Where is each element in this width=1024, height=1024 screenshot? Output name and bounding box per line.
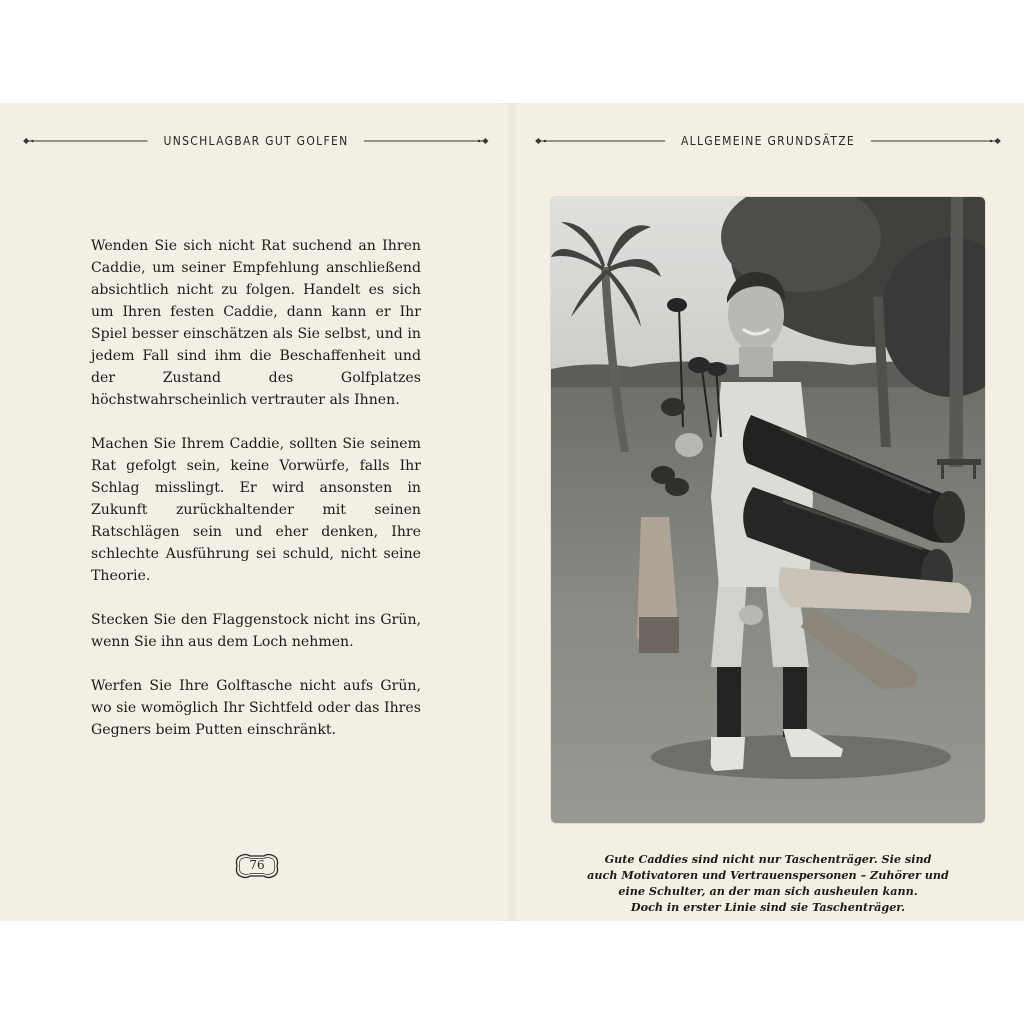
- paragraph: Werfen Sie Ihre Golftasche nicht aufs Grün, wo sie womöglich Ihr Sichtfeld oder das Ihres Gegners beim Putten einschränkt.: [91, 678, 421, 738]
- page-number: [232, 851, 282, 881]
- caption-line: Doch in erster Linie sind sie Taschenträger.: [630, 900, 906, 914]
- ornament-rule-left: [534, 135, 665, 147]
- ornament-rule-left: [22, 135, 148, 147]
- paragraph: Machen Sie Ihrem Caddie, sollten Sie seinem Rat gefolgt sein, keine Vorwürfe, falls Ihr Schlag misslingt. Er wird ansonsten in Zukunft zurückhaltender mit seinen Ratschlägen sein und eher denken, Ihre schlechte Ausführung sei schuld, nicht seine Theorie.: [91, 436, 421, 584]
- caddie-photo: [551, 197, 985, 823]
- running-head-title: ALLGEMEINE GRUNDSÄTZE: [680, 134, 856, 148]
- running-head-title: UNSCHLAGBAR GUT GOLFEN: [163, 134, 349, 148]
- photo-caption: [556, 851, 980, 915]
- caption-line: eine Schulter, an der man sich ausheulen kann.: [618, 884, 918, 898]
- right-running-head: [534, 131, 1002, 151]
- paragraph: Stecken Sie den Flaggenstock nicht ins Grün, wenn Sie ihn aus dem Loch nehmen.: [91, 612, 421, 650]
- caption-line: Gute Caddies sind nicht nur Taschenträger. Sie sind: [604, 852, 932, 866]
- body-text: [91, 235, 421, 763]
- ornament-rule-right: [871, 135, 1002, 147]
- ornament-rule-right: [364, 135, 490, 147]
- right-page: [512, 103, 1024, 921]
- left-page: [0, 103, 512, 921]
- page-number-label: 76: [249, 858, 265, 872]
- caption-line: auch Motivatoren und Vertrauenspersonen – Zuhörer und: [587, 868, 949, 882]
- book-spread: [0, 103, 1024, 921]
- paragraph: Wenden Sie sich nicht Rat suchend an Ihren Caddie, um seiner Empfehlung anschließend absichtlich nicht zu folgen. Handelt es sich um Ihren festen Caddie, dann kann er Ihr Spiel besser einschätzen als Sie selbst, und in jedem Fall sind ihm die Beschaffenheit und der Zustand des Golfplatzes höchstwahrscheinlich vertrauter als Ihnen.: [91, 238, 421, 408]
- left-running-head: [22, 131, 490, 151]
